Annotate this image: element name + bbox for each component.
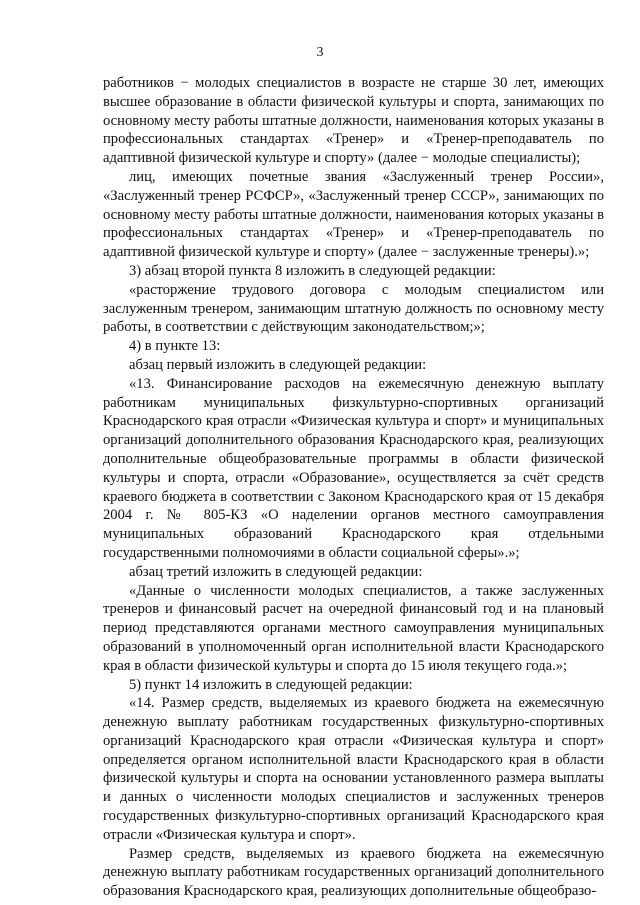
paragraph-funding-size: Размер средств, выделяемых из краевого бюджета на ежемесячную денежную выплату работникам государственных организаций дополнительного образования Краснодарского края, реализующих дополнительные общеобразо- bbox=[103, 845, 604, 900]
paragraph-first-abzac: абзац первый изложить в следующей редакции: bbox=[129, 356, 427, 373]
paragraph-data-submission: «Данные о численности молодых специалистов, а также заслуженных тренеров и финансовый расчет на очередной финансовый год и на плановый период представляются органами местного самоуправления муниципальных образований в уполномоченный орган исполнительной власти Краснодарского края в области физической культуры и спорта до 15 июля текущего года.»; bbox=[103, 582, 604, 674]
paragraph-third-abzac: абзац третий изложить в следующей редакции: bbox=[129, 563, 423, 580]
paragraph-point-14-text: «14. Размер средств, выделяемых из краевого бюджета на ежемесячную денежную выплату работникам государственных физкультурно-спортивных организаций Краснодарского края отрасли «Физическая культура и спорт» определяется органом исполнительной власти Краснодарского края в области физической культуры и спорта на основании установленного размера выплаты и данных о численности молодых специалистов и заслуженных тренеров государственных физкультурно-спортивных организаций Краснодарского края отрасли «Физическая культура и спорт». bbox=[103, 695, 604, 843]
document-body bbox=[103, 74, 604, 901]
paragraph-point-13-text: «13. Финансирование расходов на ежемесячную денежную выплату работникам муниципальных физкультурно-спортивных организаций Краснодарского края отрасли «Физическая культура и спорт» и муниципальных организаций дополнительного образования Краснодарского края, реализующих дополнительные общеобразовательные программы в области физической культуры и спорта, отрасли «Образование», осуществляется за счёт средств краевого бюджета в соответствии с Законом Краснодарского края от 15 декабря 2004 г. № 805-КЗ «О наделении органов местного самоуправления муниципальных образований Краснодарского края отдельными государственными полномочиями в области социальной сферы».»; bbox=[103, 375, 604, 561]
paragraph-item-4: 4) в пункте 13: bbox=[129, 338, 221, 355]
page-number: 3 bbox=[316, 45, 324, 60]
paragraph-item-5: 5) пункт 14 изложить в следующей редакции: bbox=[129, 676, 413, 693]
paragraph-young-specialists: работников − молодых специалистов в возрасте не старше 30 лет, имеющих высшее образование в области физической культуры и спорта, занимающих по основному месту работы штатные должности, наименования которых указаны в профессиональных стандартах «Тренер» и «Тренер-преподаватель по адаптивной физической культуре и спорту» (далее − молодые специалисты); bbox=[103, 75, 604, 167]
paragraph-honored-coaches: лиц, имеющих почетные звания «Заслуженный тренер России», «Заслуженный тренер РСФСР», «Заслуженный тренер СССР», занимающих по основному месту работы штатные должности, наименования которых указаны в профессиональных стандартах «Тренер» и «Тренер-преподаватель по адаптивной физической культуре и спорту» (далее − заслуженные тренеры).»; bbox=[103, 168, 604, 261]
paragraph-termination-clause: «расторжение трудового договора с молодым специалистом или заслуженным тренером, занимающим штатную должность по основному месту работы, в соответствии с действующим законодательством;»; bbox=[103, 281, 604, 336]
paragraph-item-3: 3) абзац второй пункта 8 изложить в следующей редакции: bbox=[129, 262, 496, 279]
